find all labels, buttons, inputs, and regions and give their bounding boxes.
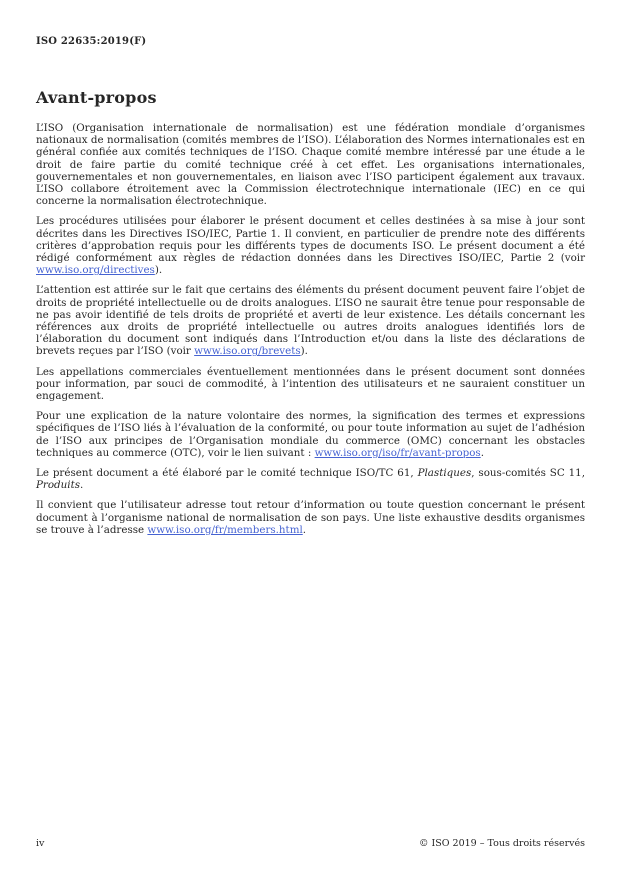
link-iso-members[interactable]: www.iso.org/fr/members.html — [147, 523, 303, 536]
foreword-paragraph-7 — [36, 499, 585, 536]
subcommittee-name-produits: Produits — [36, 479, 80, 492]
paragraph-text: L’attention est attirée sur le fait que certains des éléments du présent document peuvent faire l’objet de droits de propriété intellectuelle ou de droits analogues. L’ISO ne saurait être tenue pour responsable de ne pas avoir identifié de tels droits de propriété et averti de leur existence. Les détails concernant les références aux droits de propriété intellectuelle ou autres droits analogues identifiés lors de l’élaboration du document sont indiqués dans l’Introduction et/ou dans la liste des déclarations de brevets reçues par l’ISO (voir — [36, 284, 585, 358]
paragraph-text: . — [302, 523, 307, 536]
foreword-paragraph-2 — [36, 215, 585, 276]
foreword-paragraph-6 — [36, 467, 585, 491]
paragraph-text: Les procédures utilisées pour élaborer le présent document et celles destinées à sa mise à jour sont décrites dans les Directives ISO/IEC, Partie 1. Il convient, en particulier de prendre note des différents critères d’approbation requis pour les différents types de documents ISO. Le présent document a été rédigé conformément aux règles de rédaction données dans les Directives ISO/IEC, Partie 2 (voir — [36, 215, 585, 265]
document-reference: ISO 22635:2019(F) — [36, 36, 147, 47]
foreword-paragraph-3 — [36, 284, 585, 357]
paragraph-text: . — [80, 479, 84, 492]
foreword-paragraph-1 — [36, 122, 585, 207]
paragraph-text: , sous-comités SC 11, — [471, 467, 585, 480]
committee-name-plastiques: Plastiques — [417, 467, 472, 480]
page-title: Avant-propos — [36, 88, 157, 107]
paragraph-text: Le présent document a été élaboré par le comité technique ISO/TC 61, — [36, 467, 418, 480]
copyright-notice: © ISO 2019 – Tous droits réservés — [418, 838, 585, 849]
page-content — [36, 36, 585, 544]
paragraph-text: . — [480, 446, 484, 459]
foreword-paragraph-5 — [36, 410, 585, 459]
paragraph-text: ). — [300, 345, 308, 358]
page-footer — [36, 838, 585, 849]
paragraph-text: L’ISO (Organisation internationale de normalisation) est une fédération mondiale d’organismes nationaux de normalisation (comités membres de l’ISO). L’élaboration des Normes internationales est en général confiée aux comités techniques de l’ISO. Chaque comité membre intéressé par une étude a le droit de faire partie du comité technique créé à cet effet. Les organisations internationales, gouvernementales et non gouvernementales, en liaison avec l’ISO participent également aux travaux. L’ISO collabore étroitement avec la Commission électrotechnique internationale (IEC) en ce qui concerne la normalisation électrotechnique. — [36, 122, 585, 208]
foreword-paragraph-4 — [36, 366, 585, 403]
paragraph-text: ). — [154, 264, 163, 277]
paragraph-text: Pour une explication de la nature volontaire des normes, la signification des termes et expressions spécifiques de l’ISO liés à l’évaluation de la conformité, ou pour toute information au sujet de l’adhésion de l’ISO aux principes de l’Organisation mondiale du commerce (OMC) concernant les obstacles techniques au commerce (OTC), voir le lien suivant : — [36, 410, 585, 459]
link-iso-directives[interactable]: www.iso.org/directives — [36, 264, 155, 277]
page-number: iv — [36, 838, 45, 849]
link-iso-brevets[interactable]: www.iso.org/brevets — [194, 345, 301, 358]
paragraph-text: Les appellations commerciales éventuellement mentionnées dans le présent document sont données pour information, par souci de commodité, à l’intention des utilisateurs et ne sauraient constituer un engagement. — [36, 365, 585, 403]
paragraph-text: Il convient que l’utilisateur adresse tout retour d’information ou toute question concernant le présent document à l’organisme national de normalisation de son pays. Une liste exhaustive desdits organismes se trouve à l’adresse — [36, 499, 585, 536]
link-iso-avant-propos[interactable]: www.iso.org/iso/fr/avant-propos — [314, 446, 481, 459]
